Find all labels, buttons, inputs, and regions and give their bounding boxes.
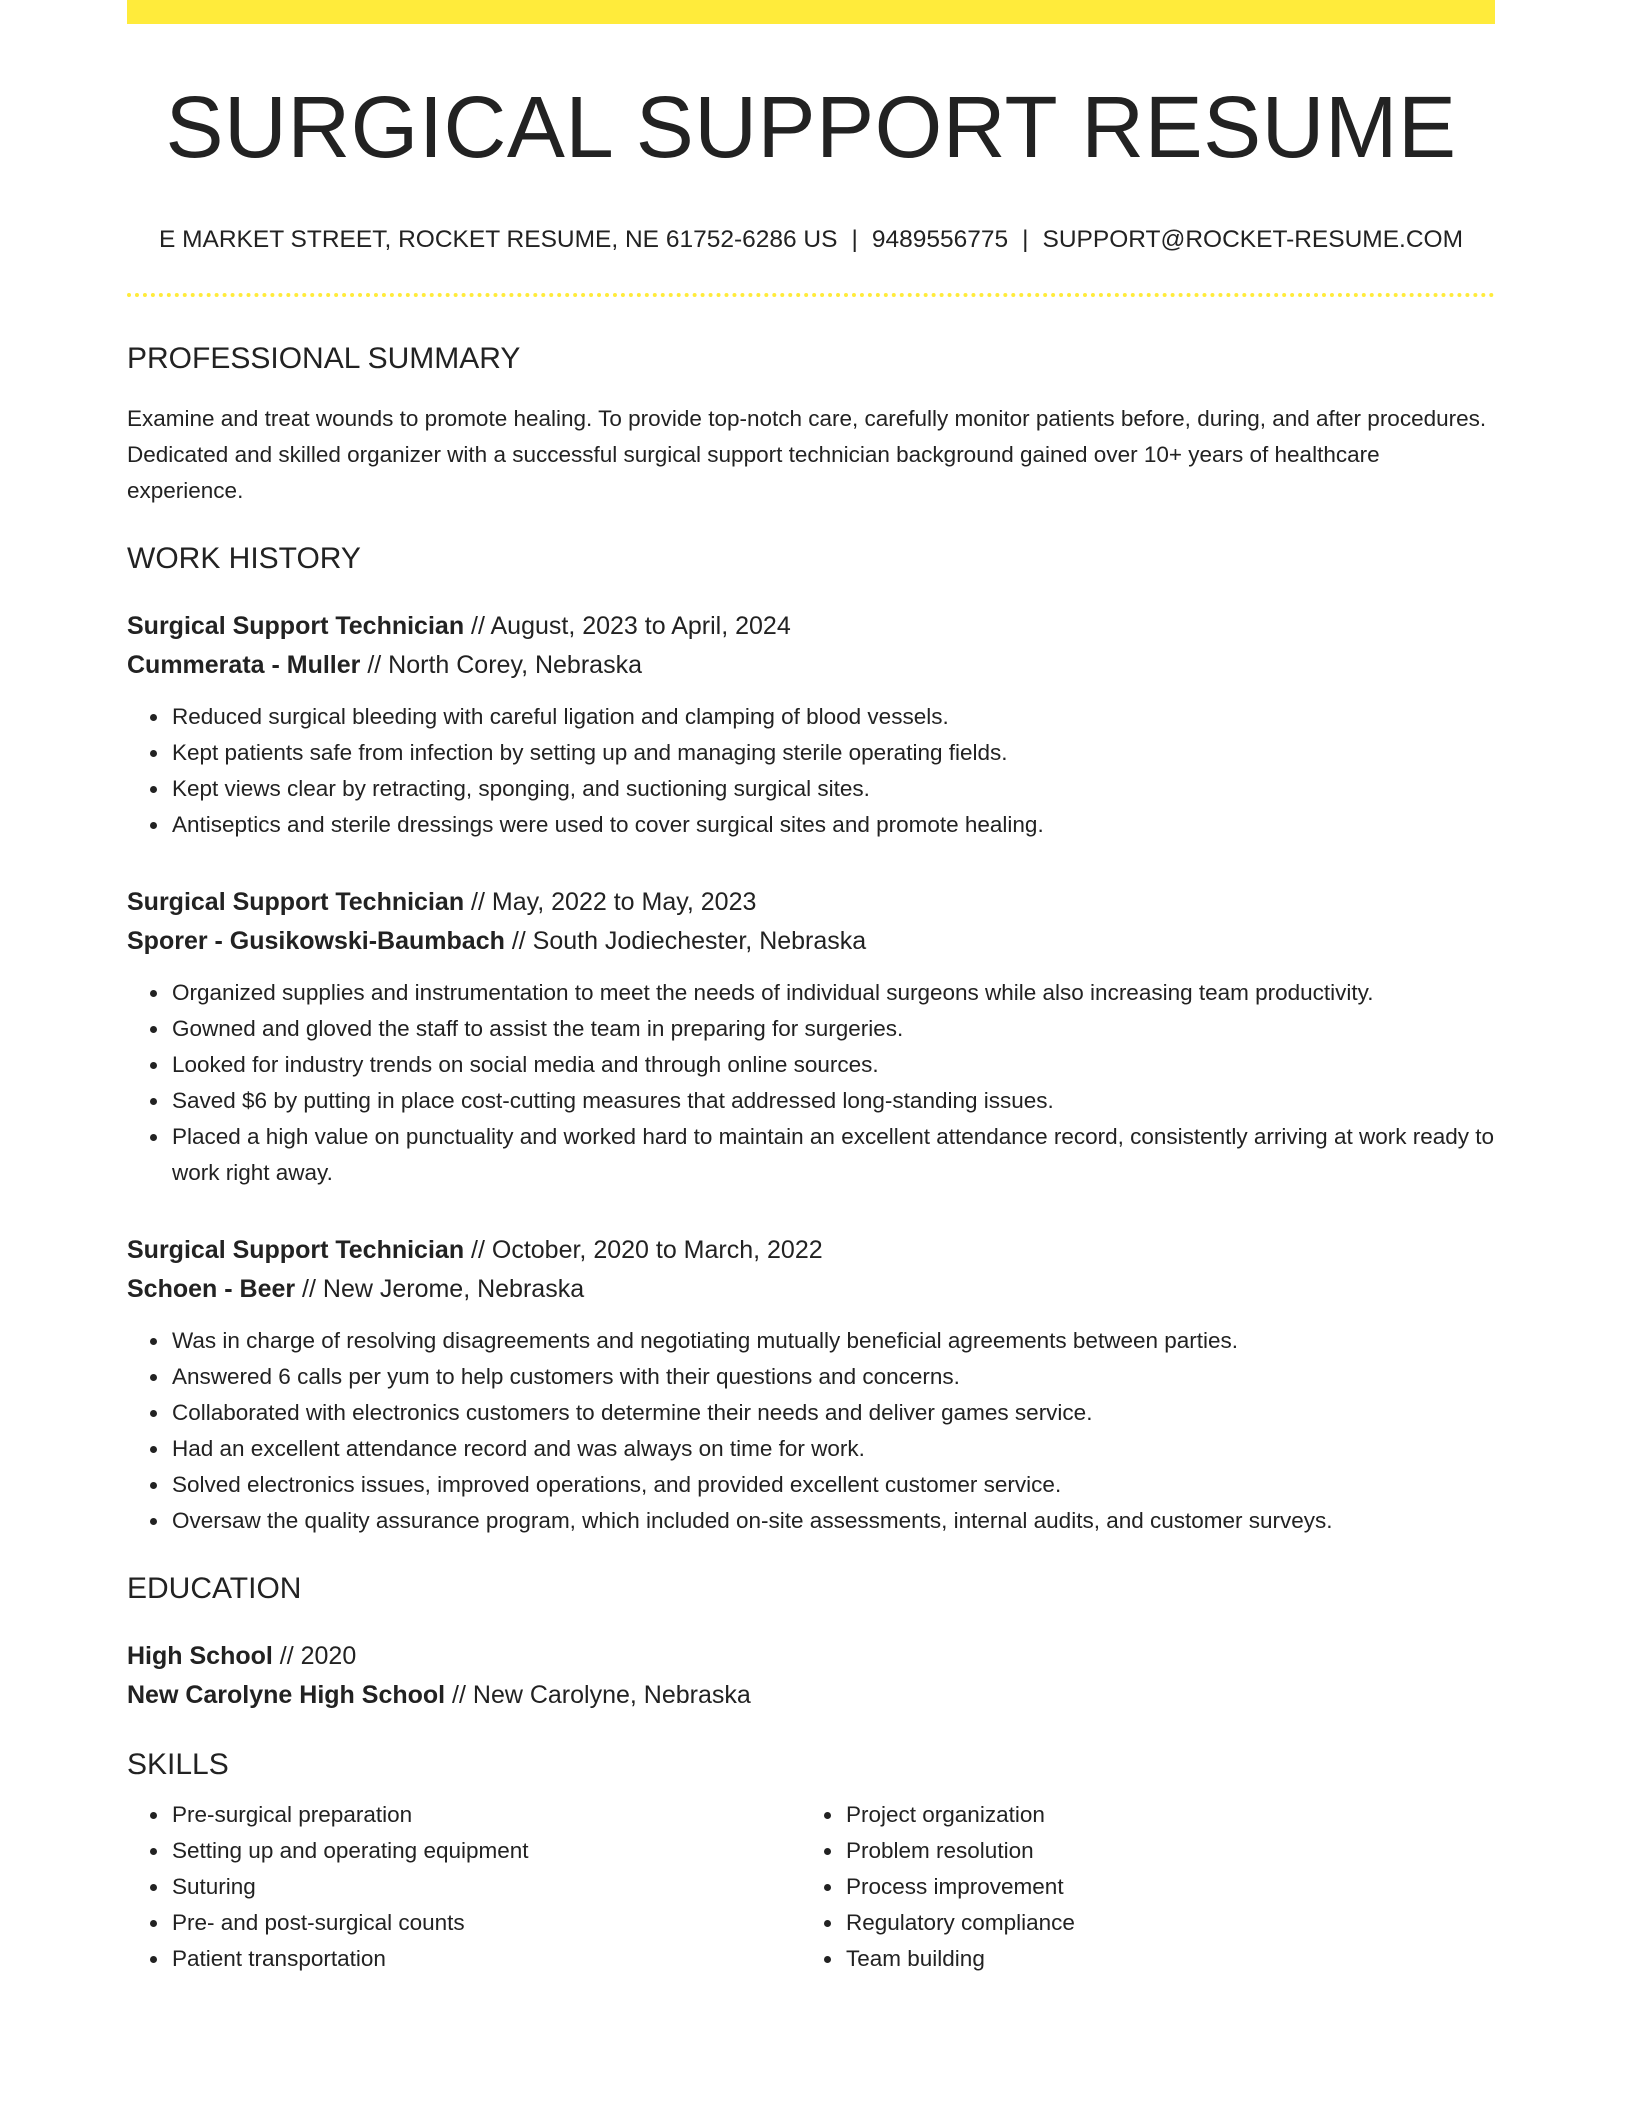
job-bullet: • Saved $6 by putting in place cost-cutting measures that addressed long-standing issues. xyxy=(170,1083,1495,1119)
job-bullet: • Answered 6 calls per yum to help customers with their questions and concerns. xyxy=(170,1359,1495,1395)
resume-title: SURGICAL SUPPORT RESUME xyxy=(165,79,1457,176)
job-location: // South Jodiechester, Nebraska xyxy=(504,926,867,955)
job-company: Schoen - Beer xyxy=(127,1274,296,1303)
contact-email: SUPPORT@ROCKET-RESUME.COM xyxy=(1042,225,1464,253)
education-year: // 2020 xyxy=(272,1641,357,1670)
skill-item: • Project organization xyxy=(844,1797,1475,1833)
skill-item: • Patient transportation xyxy=(170,1941,801,1977)
skill-item: • Process improvement xyxy=(844,1869,1475,1905)
resume-page xyxy=(127,0,1495,1977)
skills-list-left xyxy=(127,1797,801,1977)
job-bullet: • Collaborated with electronics customers to determine their needs and deliver games service. xyxy=(170,1395,1495,1431)
job-title-line xyxy=(127,883,1495,922)
job-company: Cummerata - Muller xyxy=(127,650,361,679)
job-title-line xyxy=(127,607,1495,646)
top-accent-bar xyxy=(127,0,1495,24)
education-location: // New Carolyne, Nebraska xyxy=(445,1680,751,1709)
job-bullet: • Antiseptics and sterile dressings were used to cover surgical sites and promote healing. xyxy=(170,807,1495,843)
summary-heading: PROFESSIONAL SUMMARY xyxy=(127,341,521,375)
skills-list-right xyxy=(801,1797,1475,1977)
job-dates: // August, 2023 to April, 2024 xyxy=(464,611,791,640)
contact-line xyxy=(127,226,1495,254)
skills-heading: SKILLS xyxy=(127,1747,229,1781)
job-company: Sporer - Gusikowski-Baumbach xyxy=(127,926,505,955)
work-history-list xyxy=(127,607,1495,1539)
skills-grid xyxy=(127,1797,1495,1977)
job-entry xyxy=(127,1231,1495,1539)
job-bullet: • Kept views clear by retracting, sponging, and suctioning surgical sites. xyxy=(170,771,1495,807)
job-bullets xyxy=(127,699,1495,843)
contact-phone: 9489556775 xyxy=(871,225,1009,253)
contact-separator: | xyxy=(851,225,858,253)
job-bullet: • Gowned and gloved the staff to assist the team in preparing for surgeries. xyxy=(170,1011,1495,1047)
education-entry xyxy=(127,1637,1495,1715)
job-bullets xyxy=(127,975,1495,1191)
job-bullet: • Reduced surgical bleeding with careful ligation and clamping of blood vessels. xyxy=(170,699,1495,735)
job-title: Surgical Support Technician xyxy=(127,611,465,640)
skill-item: • Suturing xyxy=(170,1869,801,1905)
education-degree: High School xyxy=(127,1641,273,1670)
education-heading: EDUCATION xyxy=(127,1571,302,1605)
job-bullet: • Solved electronics issues, improved operations, and provided excellent customer service. xyxy=(170,1467,1495,1503)
job-bullet: • Looked for industry trends on social media and through online sources. xyxy=(170,1047,1495,1083)
job-bullet: • Kept patients safe from infection by setting up and managing sterile operating fields. xyxy=(170,735,1495,771)
skill-item: • Pre- and post-surgical counts xyxy=(170,1905,801,1941)
summary-text: Examine and treat wounds to promote healing. To provide top-notch care, carefully monitor patients before, during, and after procedures. Dedicated and skilled organizer with a successful surgical support technician background gained over 10+ years of healthcare experience. xyxy=(127,405,1487,503)
education-school-line xyxy=(127,1676,1495,1715)
job-entry xyxy=(127,883,1495,1191)
job-bullets xyxy=(127,1323,1495,1539)
skill-item: • Team building xyxy=(844,1941,1475,1977)
skill-item: • Pre-surgical preparation xyxy=(170,1797,801,1833)
job-company-line xyxy=(127,922,1495,961)
job-location: // New Jerome, Nebraska xyxy=(295,1274,585,1303)
skills-column-left xyxy=(127,1797,801,1977)
job-title-line xyxy=(127,1231,1495,1270)
job-location: // North Corey, Nebraska xyxy=(360,650,642,679)
job-company-line xyxy=(127,646,1495,685)
job-company-line xyxy=(127,1270,1495,1309)
work-history-heading: WORK HISTORY xyxy=(127,541,361,575)
education-school: New Carolyne High School xyxy=(127,1680,446,1709)
job-dates: // May, 2022 to May, 2023 xyxy=(464,887,757,916)
skill-item: • Regulatory compliance xyxy=(844,1905,1475,1941)
dotted-divider xyxy=(127,293,1495,297)
job-bullet: • Oversaw the quality assurance program, which included on-site assessments, internal audits, and customer surveys. xyxy=(170,1503,1495,1539)
skill-item: • Setting up and operating equipment xyxy=(170,1833,801,1869)
contact-separator: | xyxy=(1022,225,1029,253)
job-bullet: • Organized supplies and instrumentation to meet the needs of individual surgeons while also increasing team productivity. xyxy=(170,975,1495,1011)
education-degree-line xyxy=(127,1637,1495,1676)
job-entry xyxy=(127,607,1495,843)
job-bullet: • Had an excellent attendance record and was always on time for work. xyxy=(170,1431,1495,1467)
job-title: Surgical Support Technician xyxy=(127,1235,465,1264)
skill-item: • Problem resolution xyxy=(844,1833,1475,1869)
skills-column-right xyxy=(801,1797,1475,1977)
job-dates: // October, 2020 to March, 2022 xyxy=(464,1235,823,1264)
job-bullet: • Was in charge of resolving disagreements and negotiating mutually beneficial agreements between parties. xyxy=(170,1323,1495,1359)
contact-address: E MARKET STREET, ROCKET RESUME, NE 61752-6286 US xyxy=(158,225,838,253)
job-bullet: • Placed a high value on punctuality and worked hard to maintain an excellent attendance record, consistently arriving at work ready to work right away. xyxy=(170,1119,1495,1191)
job-title: Surgical Support Technician xyxy=(127,887,465,916)
